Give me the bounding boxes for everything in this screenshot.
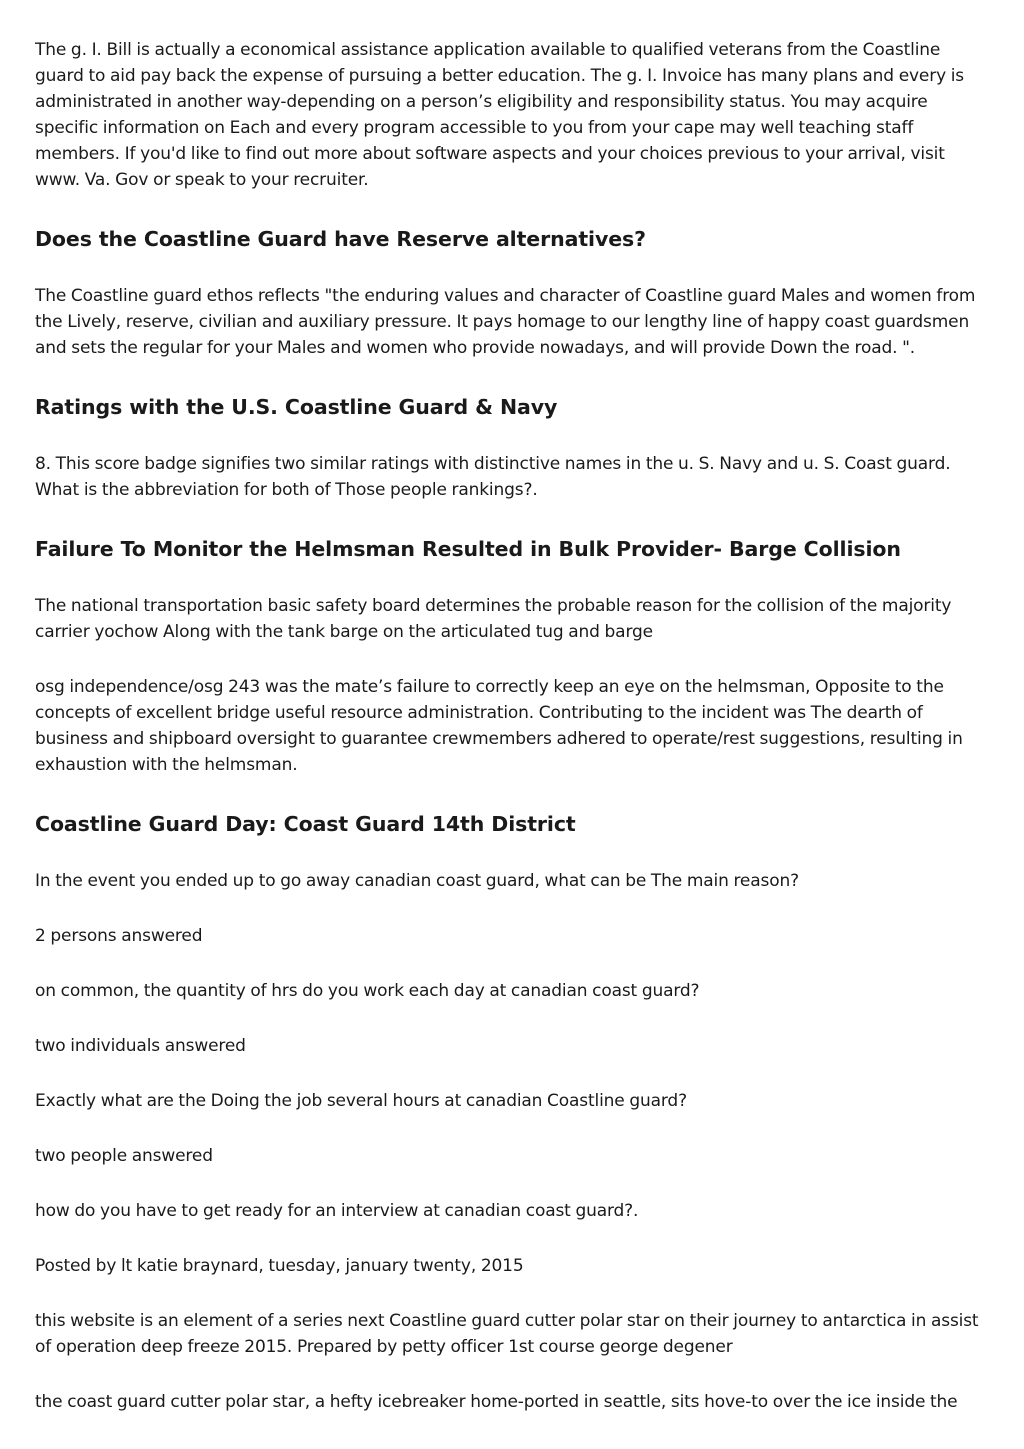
paragraph-polar-star-icebreaker: the coast guard cutter polar star, a hefty icebreaker home-ported in seattle, sits hove-to over the ice inside the <box>35 1392 958 1412</box>
paragraph-osg-independence: osg independence/osg 243 was the mate’s failure to correctly keep an eye on the helmsman, Opposite to the concepts of excellent bridge useful resource administration. Contributing to the incident was The dearth of business and shipboard oversight to guarantee crewmembers adhered to operate/rest suggestions, resulting in exhaustion with the helmsman. <box>35 677 963 775</box>
answer-count-3: two people answered <box>35 1146 213 1166</box>
answer-count-2: two individuals answered <box>35 1036 246 1056</box>
paragraph-gi-bill: The g. I. Bill is actually a economical assistance application available to qualified veterans from the Coastline guard to aid pay back the expense of pursuing a better education. The g. I. Invoice has many plans and every is administrated in another way-depending on a person’s eligibility and responsibility status. You may acquire specific information on Each and every program accessible to you from your cape may well teaching staff members. If you'd like to find out more about software aspects and your choices previous to your arrival, visit www. Va. Gov or speak to your recruiter. <box>35 40 965 190</box>
question-working-hours: Exactly what are the Doing the job several hours at canadian Coastline guard? <box>35 1091 687 1111</box>
paragraph-ethos: The Coastline guard ethos reflects "the enduring values and character of Coastline guard Males and women from the Lively, reserve, civilian and auxiliary pressure. It pays homage to our lengthy line of happy coast guardsmen and sets the regular for your Males and women who provide nowadays, and will provide Down the road. ". <box>35 286 976 358</box>
answer-count-1: 2 persons answered <box>35 926 203 946</box>
heading-ratings: Ratings with the U.S. Coastline Guard & Navy <box>35 395 558 419</box>
question-hours-per-day: on common, the quantity of hrs do you work each day at canadian coast guard? <box>35 981 700 1001</box>
post-byline: Posted by lt katie braynard, tuesday, january twenty, 2015 <box>35 1256 524 1276</box>
paragraph-polar-star-series: this website is an element of a series next Coastline guard cutter polar star on their journey to antarctica in assist of operation deep freeze 2015. Prepared by petty officer 1st course george degener <box>35 1311 979 1357</box>
question-leave-reason: In the event you ended up to go away canadian coast guard, what can be The main reason? <box>35 871 799 891</box>
heading-coast-guard-day: Coastline Guard Day: Coast Guard 14th District <box>35 812 576 836</box>
paragraph-rating-badge: 8. This score badge signifies two similar ratings with distinctive names in the u. S. Navy and u. S. Coast guard. What is the abbreviation for both of Those people rankings?. <box>35 454 951 500</box>
question-interview-prep: how do you have to get ready for an interview at canadian coast guard?. <box>35 1201 639 1221</box>
paragraph-ntsb: The national transportation basic safety board determines the probable reason for the collision of the majority carrier yochow Along with the tank barge on the articulated tug and barge <box>35 596 952 642</box>
heading-reserve-alternatives: Does the Coastline Guard have Reserve alternatives? <box>35 227 646 251</box>
heading-helmsman-collision: Failure To Monitor the Helmsman Resulted in Bulk Provider- Barge Collision <box>35 537 901 561</box>
